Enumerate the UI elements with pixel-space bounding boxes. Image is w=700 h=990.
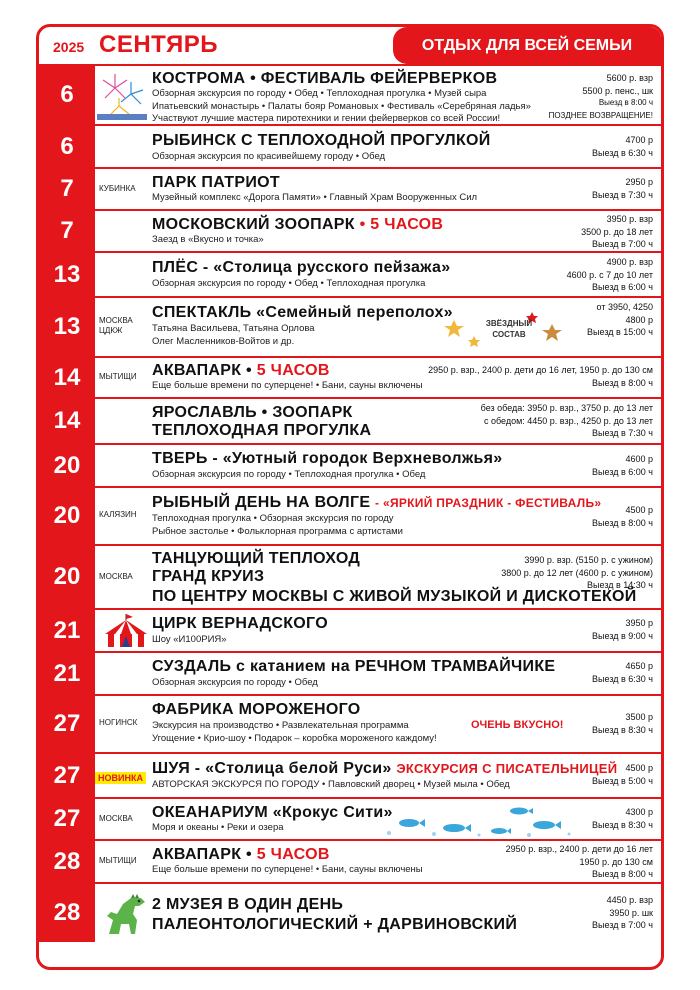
- desc-line: Теплоходная прогулка • Обзорная экскурсия по городу: [152, 513, 394, 524]
- tour-description: [152, 380, 423, 393]
- tour-row: [39, 839, 661, 882]
- price-line: 4300 р: [625, 807, 653, 817]
- day-number: 14: [39, 399, 95, 443]
- price-line: 2950 р: [625, 177, 653, 187]
- price-line: 4500 р: [625, 763, 653, 773]
- departure-time: Выезд в 7:00 ч: [592, 920, 653, 930]
- tour-title: ОКЕАНАРИУМ «Крокус Сити»: [152, 804, 393, 821]
- desc-line: Моря и океаны • Реки и озера: [152, 822, 284, 833]
- price-line: 4800 р: [625, 314, 653, 325]
- day-number: 21: [39, 610, 95, 651]
- tour-description: [152, 720, 437, 745]
- tour-prices: [567, 256, 653, 294]
- departure-time: Выезд в 8:00 ч: [592, 517, 653, 528]
- tour-row: [39, 251, 661, 296]
- desc-line: Еще больше времени по суперцене! • Бани, сауны включены: [152, 864, 423, 875]
- new-badge: НОВИНКА: [95, 772, 146, 784]
- tour-title: ПАРК ПАТРИОТ: [152, 174, 280, 191]
- title-highlight: ЭКСКУРСИЯ С ПИСАТЕЛЬНИЦЕЙ: [396, 761, 618, 776]
- tour-subtitle: ГРАНД КРУИЗ: [152, 568, 265, 585]
- tour-description: [152, 278, 425, 291]
- departure-time: Выезд в 14:30 ч: [587, 580, 653, 590]
- tour-row: [39, 797, 661, 839]
- tour-list: [39, 64, 661, 942]
- tour-description: [152, 677, 318, 690]
- day-number: 28: [39, 841, 95, 882]
- departure-time: Выезд в 6:00 ч: [592, 282, 653, 292]
- price-line: 3950 р. взр: [606, 214, 653, 224]
- price-line: 4450 р. взр: [606, 895, 653, 905]
- price-line: 5500 р. пенс., шк: [582, 85, 653, 96]
- day-number: 14: [39, 358, 95, 397]
- price-line: 5600 р. взр: [606, 73, 653, 83]
- title-highlight: 5 ЧАСОВ: [256, 846, 330, 863]
- desc-line: Участвуют лучшие мастера пиротехники и гении фейерверков со всей России!: [152, 113, 501, 124]
- tour-subtitle: ТЕПЛОХОДНАЯ ПРОГУЛКА: [152, 422, 372, 439]
- tour-row: [39, 124, 661, 167]
- tour-row: [39, 64, 661, 124]
- tour-description: [152, 151, 385, 164]
- day-number: 28: [39, 884, 95, 942]
- tour-prices: [428, 364, 653, 389]
- price-line: 4700 р: [625, 135, 653, 145]
- tour-row: [39, 651, 661, 694]
- location-label: КАЛЯЗИН: [99, 510, 137, 519]
- departure-time: Выезд в 7:00 ч: [592, 239, 653, 249]
- day-number: 20: [39, 546, 95, 608]
- day-number: 21: [39, 653, 95, 694]
- title-text: АКВАПАРК •: [152, 846, 252, 863]
- departure-time: Выезд в 8:00 ч: [592, 377, 653, 388]
- tour-title: КОСТРОМА • ФЕСТИВАЛЬ ФЕЙЕРВЕРКОВ: [152, 70, 498, 87]
- departure-time: Выезд в 15:00 ч: [587, 327, 653, 337]
- tour-row: [39, 544, 661, 608]
- tour-title: ТВЕРЬ - «Уютный городок Верхневолжья»: [152, 450, 503, 467]
- departure-time: Выезд в 7:30 ч: [592, 428, 653, 438]
- tour-row: [39, 608, 661, 651]
- tour-prices: [592, 504, 653, 529]
- year: 2025: [53, 39, 85, 55]
- tour-title: СУЗДАЛЬ с катанием на РЕЧНОМ ТРАМВАЙЧИКЕ: [152, 658, 556, 675]
- desc-line: Обзорная экскурсия по городу • Теплоходная прогулка • Обед: [152, 469, 426, 480]
- price-line: без обеда: 3950 р. взр., 3750 р. до 13 лет: [480, 403, 653, 413]
- price-line: 3950 р: [625, 618, 653, 628]
- dinosaur-icon: [101, 890, 147, 936]
- tour-row: [39, 167, 661, 209]
- day-number: 6: [39, 126, 95, 167]
- tour-prices: [592, 134, 653, 159]
- desc-line: Татьяна Васильева, Татьяна Орлова: [152, 323, 315, 334]
- tour-row: [39, 356, 661, 397]
- departure-time: Выезд в 6:30 ч: [592, 673, 653, 684]
- tour-title: ЦИРК ВЕРНАДСКОГО: [152, 615, 328, 632]
- tour-description: [152, 634, 227, 647]
- tour-prices: [592, 617, 653, 642]
- desc-line: АВТОРСКАЯ ЭКСКУРСЯ ПО ГОРОДУ • Павловский дворец • Музей мыла • Обед: [152, 779, 510, 790]
- tour-prices: [592, 711, 653, 736]
- desc-line: Обзорная экскурсия по красивейшему городу • Обед: [152, 151, 386, 162]
- title-highlight: - «ЯРКИЙ ПРАЗДНИК - ФЕСТИВАЛЬ»: [375, 496, 602, 510]
- tagline: ОТДЫХ ДЛЯ ВСЕЙ СЕМЬИ: [393, 27, 661, 64]
- tour-title: [152, 215, 443, 234]
- day-number: 27: [39, 799, 95, 839]
- tour-description: [152, 323, 315, 348]
- day-number: 7: [39, 211, 95, 251]
- price-line: 4900 р. взр: [606, 257, 653, 267]
- location-label: МОСКВА ЦДКЖ: [99, 316, 133, 335]
- location-label: МЫТИЩИ: [99, 856, 137, 865]
- tour-subtitle: ПАЛЕОНТОЛОГИЧЕСКИЙ + ДАРВИНОВСКИЙ: [152, 916, 518, 933]
- tour-title: [152, 361, 330, 380]
- title-highlight: 5 ЧАСОВ: [256, 362, 330, 379]
- tour-title: ФАБРИКА МОРОЖЕНОГО: [152, 701, 361, 718]
- tour-row: [39, 209, 661, 251]
- tour-title: [152, 493, 601, 513]
- price-line: 4650 р: [625, 661, 653, 671]
- day-number: 7: [39, 169, 95, 209]
- tour-row: [39, 486, 661, 544]
- day-number: 6: [39, 66, 95, 124]
- tour-row: [39, 443, 661, 486]
- tour-title: СПЕКТАКЛЬ «Семейный переполох»: [152, 304, 453, 321]
- day-number: 27: [39, 696, 95, 752]
- departure-time: Выезд в 8:00 ч: [598, 98, 653, 107]
- tour-title: ПЛЁС - «Столица русского пейзажа»: [152, 259, 451, 276]
- location-label: МОСКВА: [99, 572, 133, 581]
- day-number: 20: [39, 445, 95, 486]
- desc-line: Заезд в «Вкусно и точка»: [152, 234, 264, 245]
- header: [39, 27, 661, 64]
- tour-title: РЫБИНСК С ТЕПЛОХОДНОЙ ПРОГУЛКОЙ: [152, 132, 491, 149]
- title-text: АКВАПАРК •: [152, 362, 252, 379]
- desc-line: Шоу «И100РИЯ»: [152, 634, 227, 645]
- tour-description: [152, 234, 264, 247]
- desc-line: Олег Масленников-Войтов и др.: [152, 335, 295, 347]
- departure-time: Выезд в 6:00 ч: [592, 466, 653, 477]
- day-number: 13: [39, 298, 95, 356]
- tour-prices: [549, 72, 653, 122]
- desc-line: Музейный комплекс «Дорога Памяти» • Главный Храм Вооруженных Сил: [152, 192, 478, 203]
- tour-title: [152, 845, 330, 864]
- tour-row: [39, 397, 661, 443]
- tour-description: [152, 864, 423, 877]
- desc-line: Еще больше времени по суперцене! • Бани, сауны включены: [152, 380, 423, 391]
- location-label: КУБИНКА: [99, 184, 136, 193]
- price-line: 1950 р. до 130 см: [579, 856, 653, 867]
- departure-time: Выезд в 9:00 ч: [592, 630, 653, 641]
- tour-description: [152, 469, 425, 482]
- tour-description: [152, 513, 403, 538]
- tour-description: [152, 88, 531, 126]
- star-cast-label: ЗВЁЗДНЫЙ СОСТАВ: [485, 319, 533, 339]
- price-line: 4500 р: [625, 505, 653, 515]
- location-label: МЫТИЩИ: [99, 372, 137, 381]
- tour-prices: [592, 894, 653, 932]
- day-number: 27: [39, 754, 95, 797]
- price-line: 3800 р. до 12 лет (4600 р. с ужином): [501, 567, 653, 578]
- location-label: МОСКВА: [99, 814, 133, 823]
- price-line: с обедом: 4450 р. взр., 4250 р. до 13 лет: [483, 415, 653, 426]
- tour-prices: [587, 301, 653, 339]
- tour-subtitle: ПО ЦЕНТРУ МОСКВЫ С ЖИВОЙ МУЗЫКОЙ И ДИСКОТЕКОЙ: [152, 588, 637, 605]
- title-text: ШУЯ - «Столица белой Руси»: [152, 760, 392, 777]
- desc-line: Угощение • Крио-шоу • Подарок – коробка мороженого каждому!: [152, 732, 437, 744]
- tour-title: 2 МУЗЕЯ В ОДИН ДЕНЬ: [152, 896, 344, 913]
- tour-prices: [592, 453, 653, 478]
- price-line: 3500 р. до 18 лет: [581, 226, 653, 237]
- title-text: МОСКОВСКИЙ ЗООПАРК: [152, 216, 355, 233]
- tour-title: ЯРОСЛАВЛЬ • ЗООПАРК: [152, 404, 353, 421]
- circus-tent-icon: [105, 614, 147, 648]
- title-text: РЫБНЫЙ ДЕНЬ НА ВОЛГЕ: [152, 494, 371, 511]
- tour-row: [39, 694, 661, 752]
- location-label: НОГИНСК: [99, 718, 138, 727]
- tour-title: [152, 759, 617, 778]
- tour-prices: [501, 554, 653, 592]
- tour-prices: [481, 402, 653, 440]
- price-line: 4600 р. с 7 до 10 лет: [566, 269, 653, 280]
- departure-time: Выезд в 8:30 ч: [592, 819, 653, 830]
- month-title: СЕНТЯРЬ: [99, 31, 219, 58]
- day-number: 13: [39, 253, 95, 296]
- tour-description: [152, 192, 477, 205]
- departure-time: Выезд в 6:30 ч: [592, 147, 653, 158]
- tour-row: [39, 296, 661, 356]
- fireworks-icon: [97, 70, 147, 120]
- late-return-note: ПОЗДНЕЕ ВОЗВРАЩЕНИЕ!: [548, 110, 653, 120]
- desc-line: Обзорная экскурсия по городу • Обед • Теплоходная прогулка: [152, 278, 426, 289]
- title-highlight: • 5 ЧАСОВ: [359, 216, 444, 233]
- price-line: 2950 р. взр., 2400 р. дети до 16 лет, 1950 р. до 130 см: [428, 365, 653, 375]
- tour-prices: [592, 762, 653, 787]
- tour-prices: [592, 176, 653, 201]
- departure-time: Выезд в 8:30 ч: [592, 724, 653, 735]
- tour-description: [152, 822, 284, 835]
- tour-row: [39, 882, 661, 942]
- desc-line: Рыбное застолье • Фольклорная программа с артистами: [152, 525, 403, 537]
- fish-icon: [379, 801, 579, 839]
- tour-row: [39, 752, 661, 797]
- desc-line: Обзорная экскурсия по городу • Обед • Теплоходная прогулка • Музей сыра: [152, 88, 487, 99]
- desc-line: Экскурсия на производство • Развлекательная программа: [152, 720, 409, 731]
- departure-time: Выезд в 8:00 ч: [592, 869, 653, 879]
- day-number: 20: [39, 488, 95, 544]
- tour-prices: [506, 843, 653, 881]
- tour-prices: [581, 213, 653, 251]
- tour-prices: [592, 660, 653, 685]
- desc-line: Ипатьевский монастырь • Палаты бояр Романовых • Фестиваль «Серебряная ладья»: [152, 100, 531, 112]
- price-line: 3990 р. взр. (5150 р. с ужином): [524, 555, 653, 565]
- price-line: 3500 р: [625, 712, 653, 722]
- price-line: от 3950, 4250: [596, 302, 653, 312]
- price-line: 2950 р. взр., 2400 р. дети до 16 лет: [505, 844, 653, 854]
- price-line: 3950 р. шк: [609, 907, 653, 918]
- tour-description: [152, 779, 510, 792]
- departure-time: Выезд в 7:30 ч: [592, 189, 653, 200]
- tour-prices: [592, 806, 653, 831]
- poster-frame: [36, 24, 664, 970]
- departure-time: Выезд в 5:00 ч: [592, 775, 653, 786]
- desc-line: Обзорная экскурсия по городу • Обед: [152, 677, 318, 688]
- tour-title: ТАНЦУЮЩИЙ ТЕПЛОХОД: [152, 550, 361, 567]
- tasty-note: ОЧЕНЬ ВКУСНО!: [471, 719, 564, 731]
- price-line: 4600 р: [625, 454, 653, 464]
